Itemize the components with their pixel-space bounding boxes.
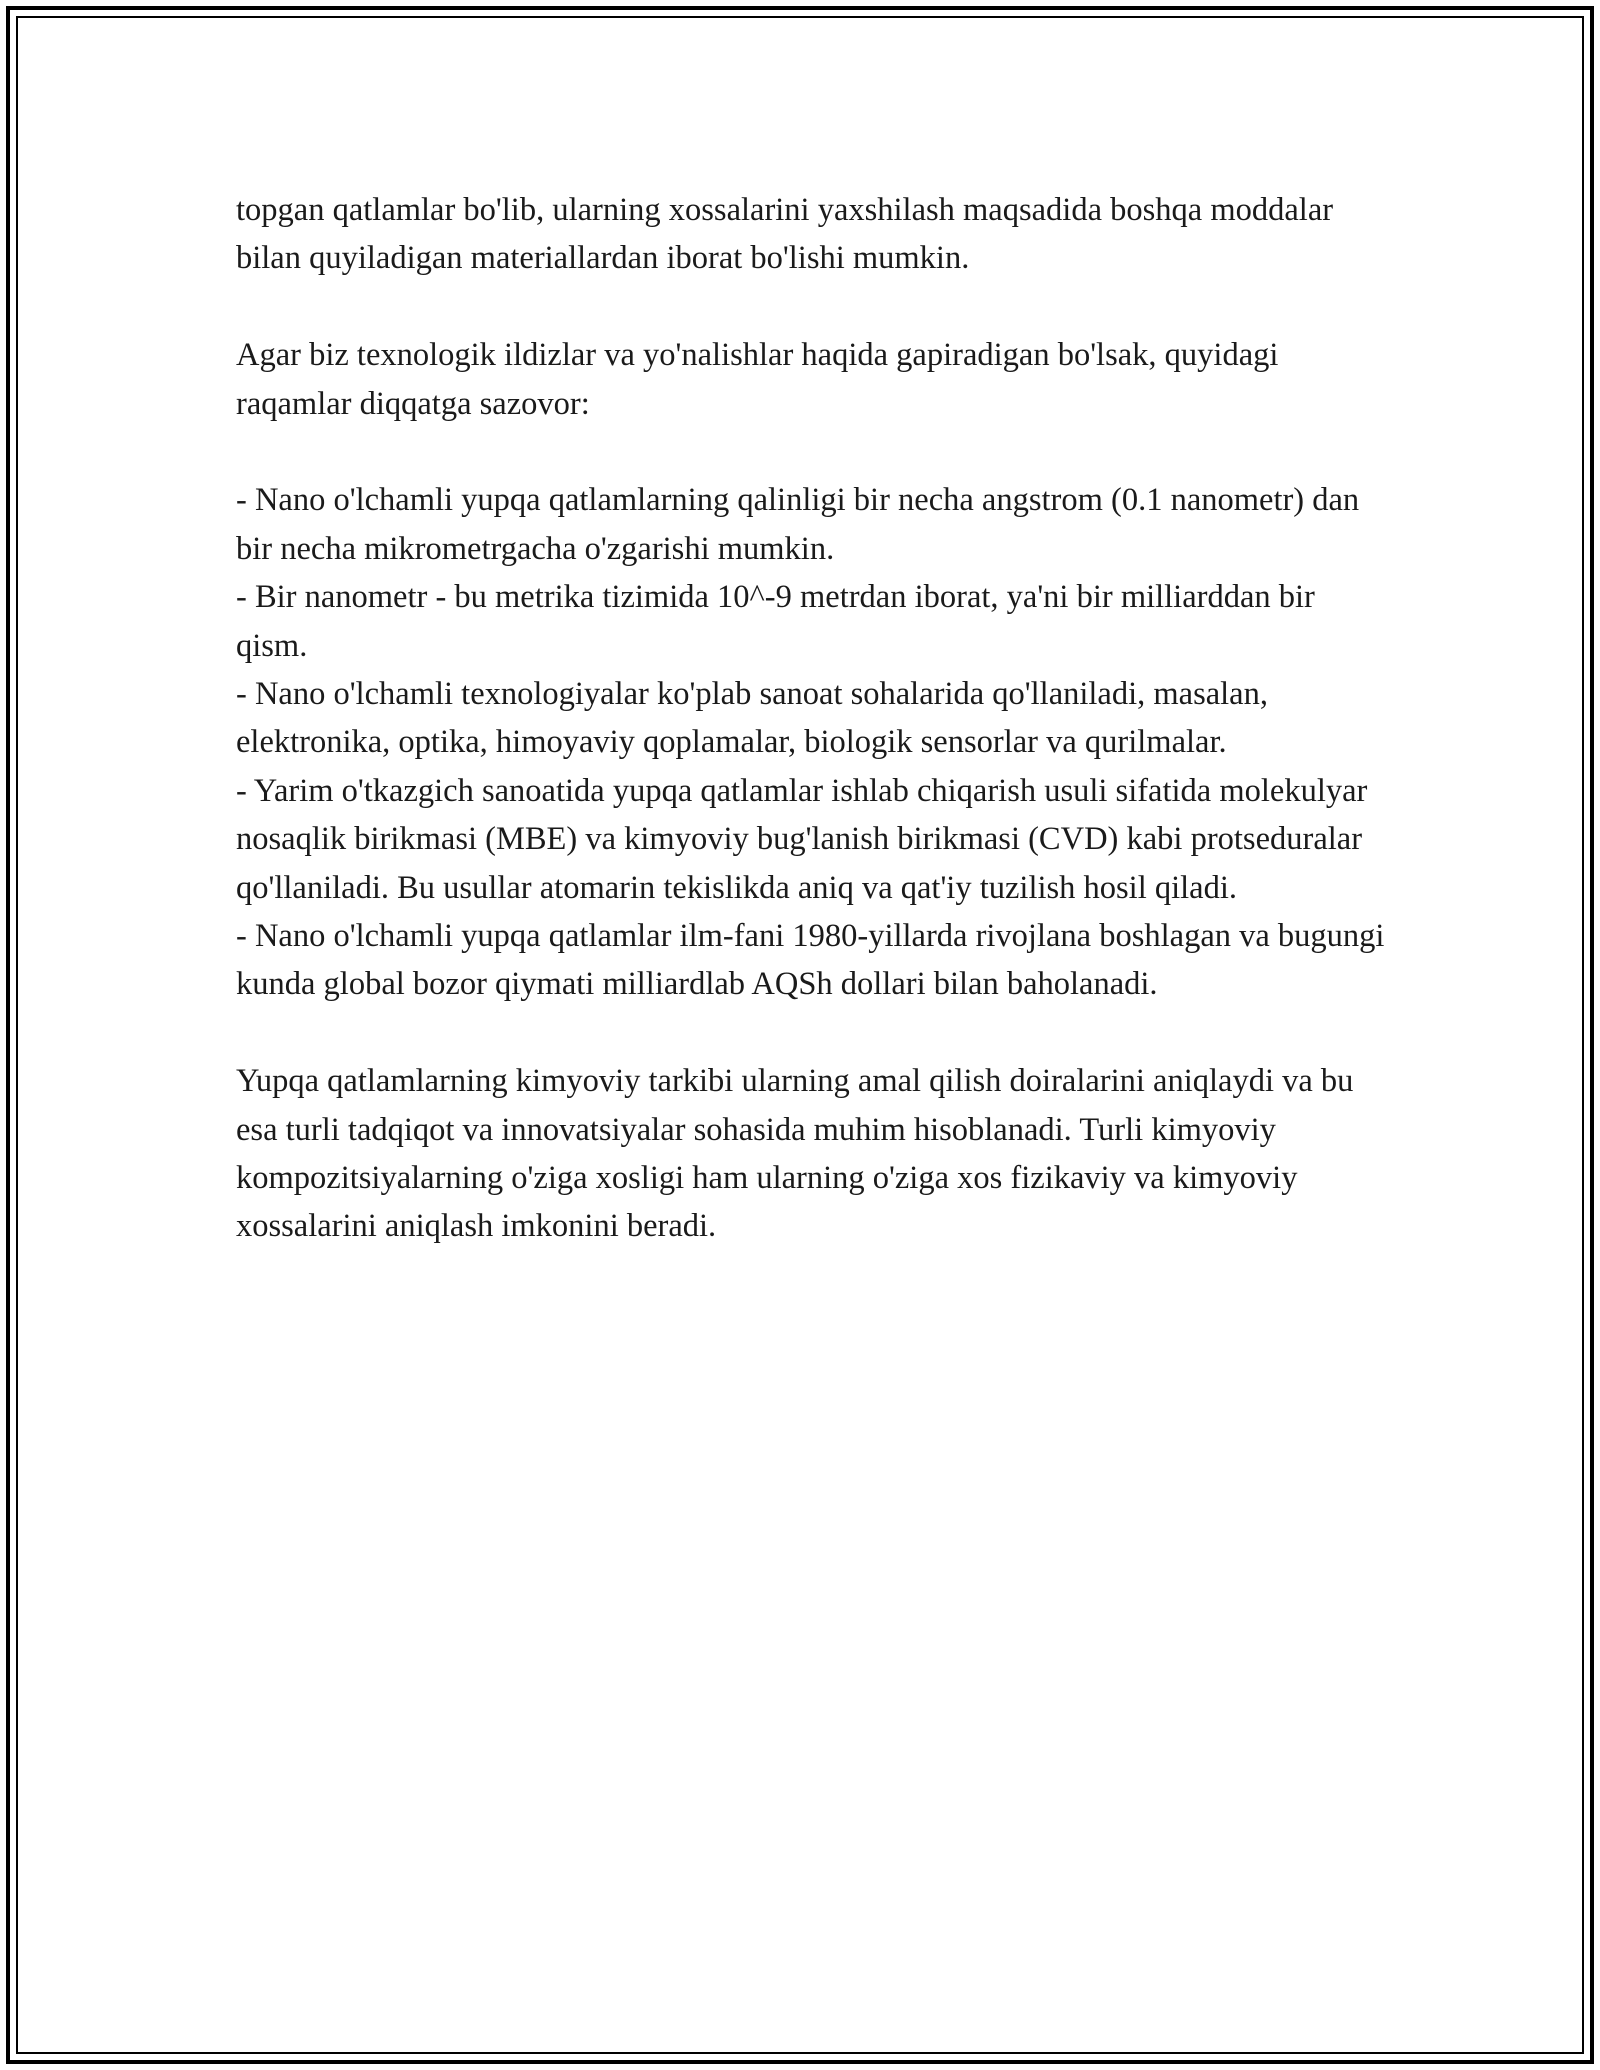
list-item: - Nano o'lchamli yupqa qatlamlar ilm-fani 1980-yillarda rivojlana boshlagan va bugungi kunda global bozor qiymati milliardlab AQSh dollari bilan baholanadi. xyxy=(236,918,1385,1003)
intro-paragraph: topgan qatlamlar bo'lib, ularning xossalarini yaxshilash maqsadida boshqa moddalar bilan quyiladigan materiallardan iborat bo'lishi mumkin. xyxy=(236,192,1334,277)
closing-paragraph: Yupqa qatlamlarning kimyoviy tarkibi ularning amal qilish doiralarini aniqlaydi va bu esa turli tadqiqot va innovatsiyalar sohasida muhim hisoblanadi. Turli kimyoviy kompozitsiyalarning o'ziga xosligi ham ularning o'ziga xos fizikaviy va kimyoviy xossalarini aniqlash imkonini beradi. xyxy=(236,1063,1354,1245)
list-item: - Nano o'lchamli texnologiyalar ko'plab sanoat sohalarida qo'llaniladi, masalan, elektronika, optika, himoyaviy qoplamalar, biologik sensorlar va qurilmalar. xyxy=(236,676,1268,761)
list-item: - Yarim o'tkazgich sanoatida yupqa qatlamlar ishlab chiqarish usuli sifatida molekulyar nosaqlik birikmasi (MBE) va kimyoviy bug'lanish birikmasi (CVD) kabi protseduralar qo'llaniladi. Bu usullar atomarin tekislikda aniq va qat'iy tuzilish hosil qiladi. xyxy=(236,772,1368,906)
facts-list xyxy=(236,476,1386,1008)
list-item: - Bir nanometr - bu metrika tizimida 10^-9 metrdan iborat, ya'ni bir milliarddan bir qism. xyxy=(236,579,1315,664)
list-item: - Nano o'lchamli yupqa qatlamlarning qalinligi bir necha angstrom (0.1 nanometr) dan bir necha mikrometrgacha o'zgarishi mumkin. xyxy=(236,482,1360,567)
lead-paragraph: Agar biz texnologik ildizlar va yo'nalishlar haqida gapiradigan bo'lsak, quyidagi raqamlar diqqatga sazovor: xyxy=(236,337,1279,422)
document-body xyxy=(236,186,1386,1299)
